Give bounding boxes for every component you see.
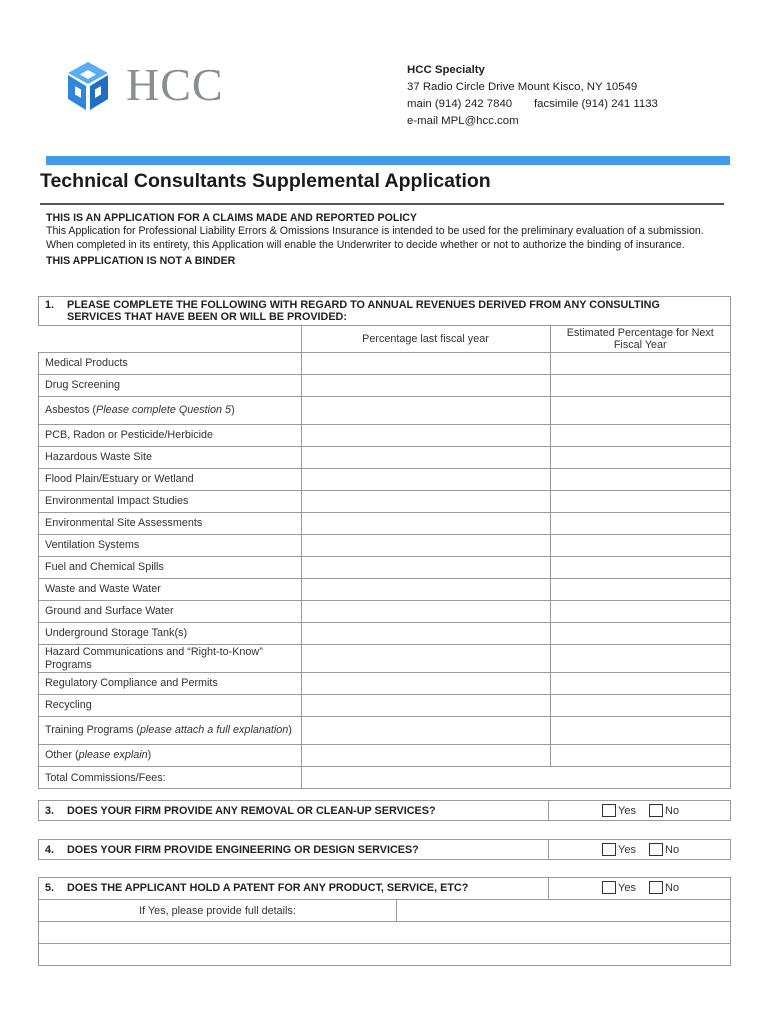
revenue-row-label (39, 469, 302, 491)
next-year-field[interactable] (550, 579, 731, 601)
q1-header-row (39, 326, 731, 353)
q5-no-label: No (665, 882, 680, 894)
q5-question (39, 878, 731, 900)
logo-wordmark: HCC (126, 59, 224, 110)
row-label-text: Fuel and Chemical Spills (45, 561, 164, 573)
revenue-row (39, 353, 731, 375)
revenue-row (39, 695, 731, 717)
next-year-field[interactable] (550, 469, 731, 491)
row-label-suffix: ) (288, 724, 292, 736)
q3-yes-label: Yes (618, 805, 636, 817)
q5-yes-label: Yes (618, 882, 636, 894)
email: e-mail MPL@hcc.com (407, 115, 519, 127)
revenue-row-label (39, 425, 302, 447)
q5-no[interactable] (649, 881, 679, 894)
phone-row (407, 96, 658, 113)
intro-section (46, 212, 726, 269)
row-label-text: Regulatory Compliance and Permits (45, 677, 218, 689)
q3-yes[interactable] (602, 804, 636, 817)
page-title: Technical Consultants Supplemental Application (40, 170, 491, 192)
revenue-row (39, 645, 731, 673)
row-label-note: please attach a full explanation (140, 724, 289, 736)
revenue-row-label (39, 397, 302, 425)
q4-yes-checkbox[interactable] (602, 843, 616, 856)
q4-number: 4. (45, 844, 55, 856)
revenue-row (39, 513, 731, 535)
last-year-field[interactable] (301, 397, 550, 425)
row-label-note: Please complete Question 5 (96, 404, 232, 416)
row-label-text: Underground Storage Tank(s) (45, 627, 188, 639)
q3-row (38, 800, 731, 821)
next-year-field[interactable] (550, 535, 731, 557)
row-label-text: Hazard Communications and “Right-to-Know” Programs (45, 645, 263, 671)
last-year-field[interactable] (301, 601, 550, 623)
next-year-field[interactable] (550, 513, 731, 535)
next-year-field[interactable] (550, 353, 731, 375)
revenue-row (39, 673, 731, 695)
revenue-row-label (39, 717, 302, 745)
row-label-text: Other ( (45, 749, 79, 761)
revenue-row-label (39, 447, 302, 469)
q5-details-field[interactable] (397, 900, 731, 922)
q5-divider (548, 878, 549, 899)
fax-number: facsimile (914) 241 1133 (534, 98, 658, 110)
row-label-text: Environmental Site Assessments (45, 517, 203, 529)
revenue-row-label (39, 645, 302, 673)
next-year-field[interactable] (550, 623, 731, 645)
row-label-text: Drug Screening (45, 379, 121, 391)
next-year-field[interactable] (550, 375, 731, 397)
last-year-field[interactable] (301, 375, 550, 397)
company-name: HCC Specialty (407, 64, 485, 76)
main-phone: main (914) 242 7840 (407, 98, 513, 110)
last-year-field[interactable] (301, 717, 550, 745)
row-label-text: Hazardous Waste Site (45, 451, 153, 463)
last-year-field[interactable] (301, 535, 550, 557)
q1-question-row (39, 297, 731, 326)
header-blank (39, 326, 302, 353)
q5-no-checkbox[interactable] (649, 881, 663, 894)
revenue-row-label (39, 579, 302, 601)
last-year-field[interactable] (301, 695, 550, 717)
accent-bar (46, 156, 730, 165)
revenue-row (39, 623, 731, 645)
q5-yes[interactable] (602, 881, 636, 894)
q3-number: 3. (45, 805, 55, 817)
row-label-suffix: ) (147, 749, 152, 761)
total-row (39, 767, 731, 789)
revenue-table (38, 296, 731, 789)
q4-text (45, 844, 419, 856)
q3-label: DOES YOUR FIRM PROVIDE ANY REMOVAL OR CLEAN-UP SERVICES? (67, 805, 436, 817)
q5-yes-checkbox[interactable] (602, 881, 616, 894)
next-year-field[interactable] (550, 717, 731, 745)
revenue-row (39, 447, 731, 469)
revenue-row (39, 469, 731, 491)
hcc-logo (66, 60, 226, 116)
row-label-text: PCB, Radon or Pesticide/Herbicide (45, 429, 214, 441)
cube-logo-icon (66, 60, 110, 114)
revenue-row-label (39, 695, 302, 717)
company-address: 37 Radio Circle Drive Mount Kisco, NY 10549 (407, 81, 638, 93)
revenue-row (39, 579, 731, 601)
revenue-row (39, 717, 731, 745)
revenue-row (39, 557, 731, 579)
col-last-year: Percentage last fiscal year (301, 326, 550, 353)
q3-yes-checkbox[interactable] (602, 804, 616, 817)
last-year-field[interactable] (301, 673, 550, 695)
row-label-text: Flood Plain/Estuary or Wetland (45, 473, 194, 485)
q3-no-label: No (665, 805, 680, 817)
col-next-year: Estimated Percentage for Next Fiscal Year (550, 326, 731, 353)
row-label-suffix: ) (231, 404, 235, 416)
q5-details-field-3[interactable] (39, 944, 731, 966)
next-year-field[interactable] (550, 673, 731, 695)
last-year-field[interactable] (301, 645, 550, 673)
q3-no[interactable] (649, 804, 679, 817)
revenue-row-label (39, 353, 302, 375)
q5-details-row (39, 900, 731, 922)
q4-no-checkbox[interactable] (649, 843, 663, 856)
not-binder-note: THIS APPLICATION IS NOT A BINDER (46, 255, 236, 268)
next-year-field[interactable] (550, 695, 731, 717)
next-year-field[interactable] (550, 745, 731, 767)
next-year-field[interactable] (550, 645, 731, 673)
q4-no-label: No (665, 844, 680, 856)
last-year-field[interactable] (301, 425, 550, 447)
next-year-field[interactable] (550, 447, 731, 469)
row-label-text: Environmental Impact Studies (45, 495, 189, 507)
total-label: Total Commissions/Fees: (39, 767, 302, 789)
title-rule (40, 203, 724, 205)
q4-label: DOES YOUR FIRM PROVIDE ENGINEERING OR DESIGN SERVICES? (67, 844, 419, 856)
row-label-text: Recycling (45, 699, 92, 711)
row-label-text: Asbestos ( (45, 404, 97, 416)
total-field[interactable] (301, 767, 731, 789)
q1-number: 1. (45, 299, 55, 311)
last-year-field[interactable] (301, 513, 550, 535)
q5-label: DOES THE APPLICANT HOLD A PATENT FOR ANY PRODUCT, SERVICE, ETC? (67, 882, 469, 894)
q5-details-line-2 (39, 922, 731, 944)
revenue-row-label (39, 673, 302, 695)
revenue-row-label (39, 535, 302, 557)
revenue-row (39, 601, 731, 623)
q3-divider (548, 801, 549, 820)
last-year-field[interactable] (301, 447, 550, 469)
revenue-row-label (39, 513, 302, 535)
revenue-row-label (39, 375, 302, 397)
last-year-field[interactable] (301, 491, 550, 513)
row-label-text: Ground and Surface Water (45, 605, 174, 617)
next-year-field[interactable] (550, 601, 731, 623)
last-year-field[interactable] (301, 353, 550, 375)
revenue-row-label (39, 623, 302, 645)
q5-text (45, 882, 468, 894)
q1-question (39, 297, 731, 326)
next-year-field[interactable] (550, 425, 731, 447)
q1-rows (39, 353, 731, 767)
row-label-text: Medical Products (45, 357, 128, 369)
q4-divider (548, 840, 549, 859)
q5-question-row (39, 878, 731, 900)
next-year-field[interactable] (550, 491, 731, 513)
q3-no-checkbox[interactable] (649, 804, 663, 817)
intro-body: This Application for Professional Liability Errors & Omissions Insurance is intended to be used for the preliminary evaluation of a submission. When completed in its entirety, this Application will enable the Underwriter to decide whether or not to authorize the binding of insurance. (46, 225, 704, 251)
revenue-row (39, 535, 731, 557)
last-year-field[interactable] (301, 623, 550, 645)
q5-details-line-3 (39, 944, 731, 966)
q1-line2: SERVICES THAT HAVE BEEN OR WILL BE PROVIDED: (67, 311, 347, 323)
contact-block (407, 62, 658, 130)
revenue-row-label (39, 557, 302, 579)
intro-heading: THIS IS AN APPLICATION FOR A CLAIMS MADE AND REPORTED POLICY (46, 212, 417, 224)
next-year-field[interactable] (550, 397, 731, 425)
revenue-row (39, 745, 731, 767)
revenue-row (39, 397, 731, 425)
q4-no[interactable] (649, 843, 679, 856)
q3-text (45, 805, 436, 817)
revenue-row (39, 375, 731, 397)
last-year-field[interactable] (301, 579, 550, 601)
last-year-field[interactable] (301, 557, 550, 579)
q4-yes[interactable] (602, 843, 636, 856)
q1-line1: PLEASE COMPLETE THE FOLLOWING WITH REGARD TO ANNUAL REVENUES DERIVED FROM ANY CONSULTING (67, 299, 660, 311)
row-label-text: Waste and Waste Water (45, 583, 161, 595)
revenue-row-label (39, 601, 302, 623)
row-label-text: Ventilation Systems (45, 539, 140, 551)
row-label-text: Training Programs ( (45, 724, 140, 736)
revenue-row (39, 491, 731, 513)
next-year-field[interactable] (550, 557, 731, 579)
q5-number: 5. (45, 882, 55, 894)
q5-details-field-2[interactable] (39, 922, 731, 944)
revenue-row (39, 425, 731, 447)
q4-yes-label: Yes (618, 844, 636, 856)
last-year-field[interactable] (301, 469, 550, 491)
revenue-row-label (39, 745, 302, 767)
revenue-row-label (39, 491, 302, 513)
q5-table (38, 877, 731, 966)
last-year-field[interactable] (301, 745, 550, 767)
q4-row (38, 839, 731, 860)
row-label-note: please explain (78, 749, 148, 761)
q5-details-label: If Yes, please provide full details: (39, 900, 397, 922)
